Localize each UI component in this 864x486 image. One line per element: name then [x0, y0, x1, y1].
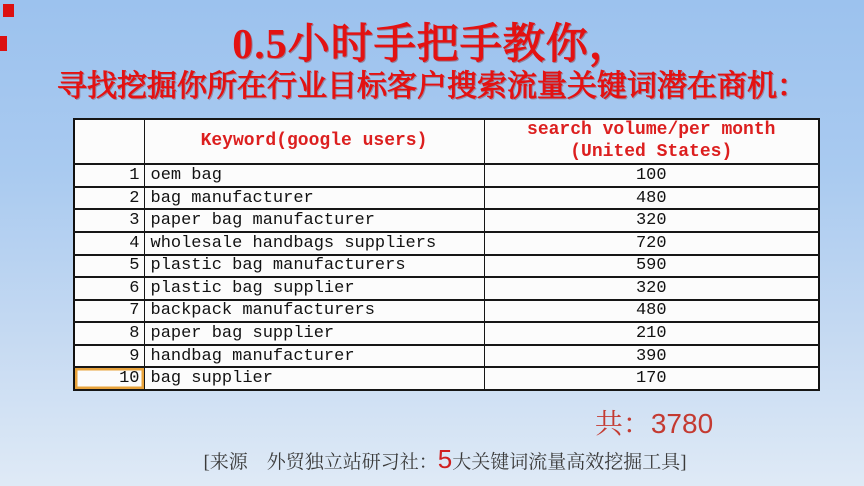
table-row — [74, 367, 819, 390]
table-row — [74, 277, 819, 300]
cell-index: 2 — [74, 187, 144, 210]
total-text — [588, 402, 720, 442]
cell-index: 4 — [74, 232, 144, 255]
cell-index: 7 — [74, 300, 144, 323]
cell-volume: 320 — [484, 277, 819, 300]
cell-volume: 170 — [484, 367, 819, 390]
caption-suffix: 大关键词流量高效挖掘工具] — [452, 452, 687, 473]
keyword-table — [73, 118, 820, 391]
table-row — [74, 232, 819, 255]
cell-keyword: plastic bag supplier — [144, 277, 484, 300]
cell-keyword: bag manufacturer — [144, 187, 484, 210]
header-index-cell — [74, 119, 144, 164]
cell-keyword: oem bag — [144, 164, 484, 187]
cell-index: 5 — [74, 255, 144, 278]
red-artifact-square-1 — [3, 4, 14, 17]
slide-title: 0.5小时手把手教你， — [232, 22, 632, 68]
cell-index: 10 — [74, 367, 144, 390]
slide-subtitle: 寻找挖掘你所在行业目标客户搜索流量关键词潜在商机： — [57, 70, 807, 103]
cell-volume: 720 — [484, 232, 819, 255]
cell-index: 8 — [74, 322, 144, 345]
source-caption — [0, 446, 864, 476]
cell-keyword: handbag manufacturer — [144, 345, 484, 368]
cell-keyword: backpack manufacturers — [144, 300, 484, 323]
cell-volume: 320 — [484, 209, 819, 232]
cell-keyword: paper bag manufacturer — [144, 209, 484, 232]
cell-keyword: wholesale handbags suppliers — [144, 232, 484, 255]
cell-keyword: plastic bag manufacturers — [144, 255, 484, 278]
cell-volume: 100 — [484, 164, 819, 187]
caption-prefix: [来源 外贸独立站研习社： — [203, 452, 438, 473]
table-row — [74, 322, 819, 345]
header-volume-cell — [484, 119, 819, 164]
cell-volume: 590 — [484, 255, 819, 278]
table-row — [74, 209, 819, 232]
table-row — [74, 164, 819, 187]
cell-volume: 480 — [484, 300, 819, 323]
cell-volume: 210 — [484, 322, 819, 345]
header-volume-line2: (United States) — [570, 141, 733, 162]
cell-keyword: paper bag supplier — [144, 322, 484, 345]
caption-highlight: 5 — [437, 444, 453, 474]
cell-keyword: bag supplier — [144, 367, 484, 390]
table-row — [74, 300, 819, 323]
total-value: 3780 — [650, 408, 714, 439]
total-prefix: 共： — [594, 408, 651, 439]
cell-index: 6 — [74, 277, 144, 300]
cell-index: 9 — [74, 345, 144, 368]
table-body — [74, 164, 819, 390]
table-row — [74, 345, 819, 368]
table-header-row — [74, 119, 819, 164]
table-row — [74, 255, 819, 278]
table-row — [74, 187, 819, 210]
cell-index: 3 — [74, 209, 144, 232]
cell-volume: 480 — [484, 187, 819, 210]
header-volume-line1: search volume/per month — [527, 120, 776, 140]
cell-index: 1 — [74, 164, 144, 187]
header-keyword-cell: Keyword(google users) — [144, 119, 484, 164]
cell-volume: 390 — [484, 345, 819, 368]
